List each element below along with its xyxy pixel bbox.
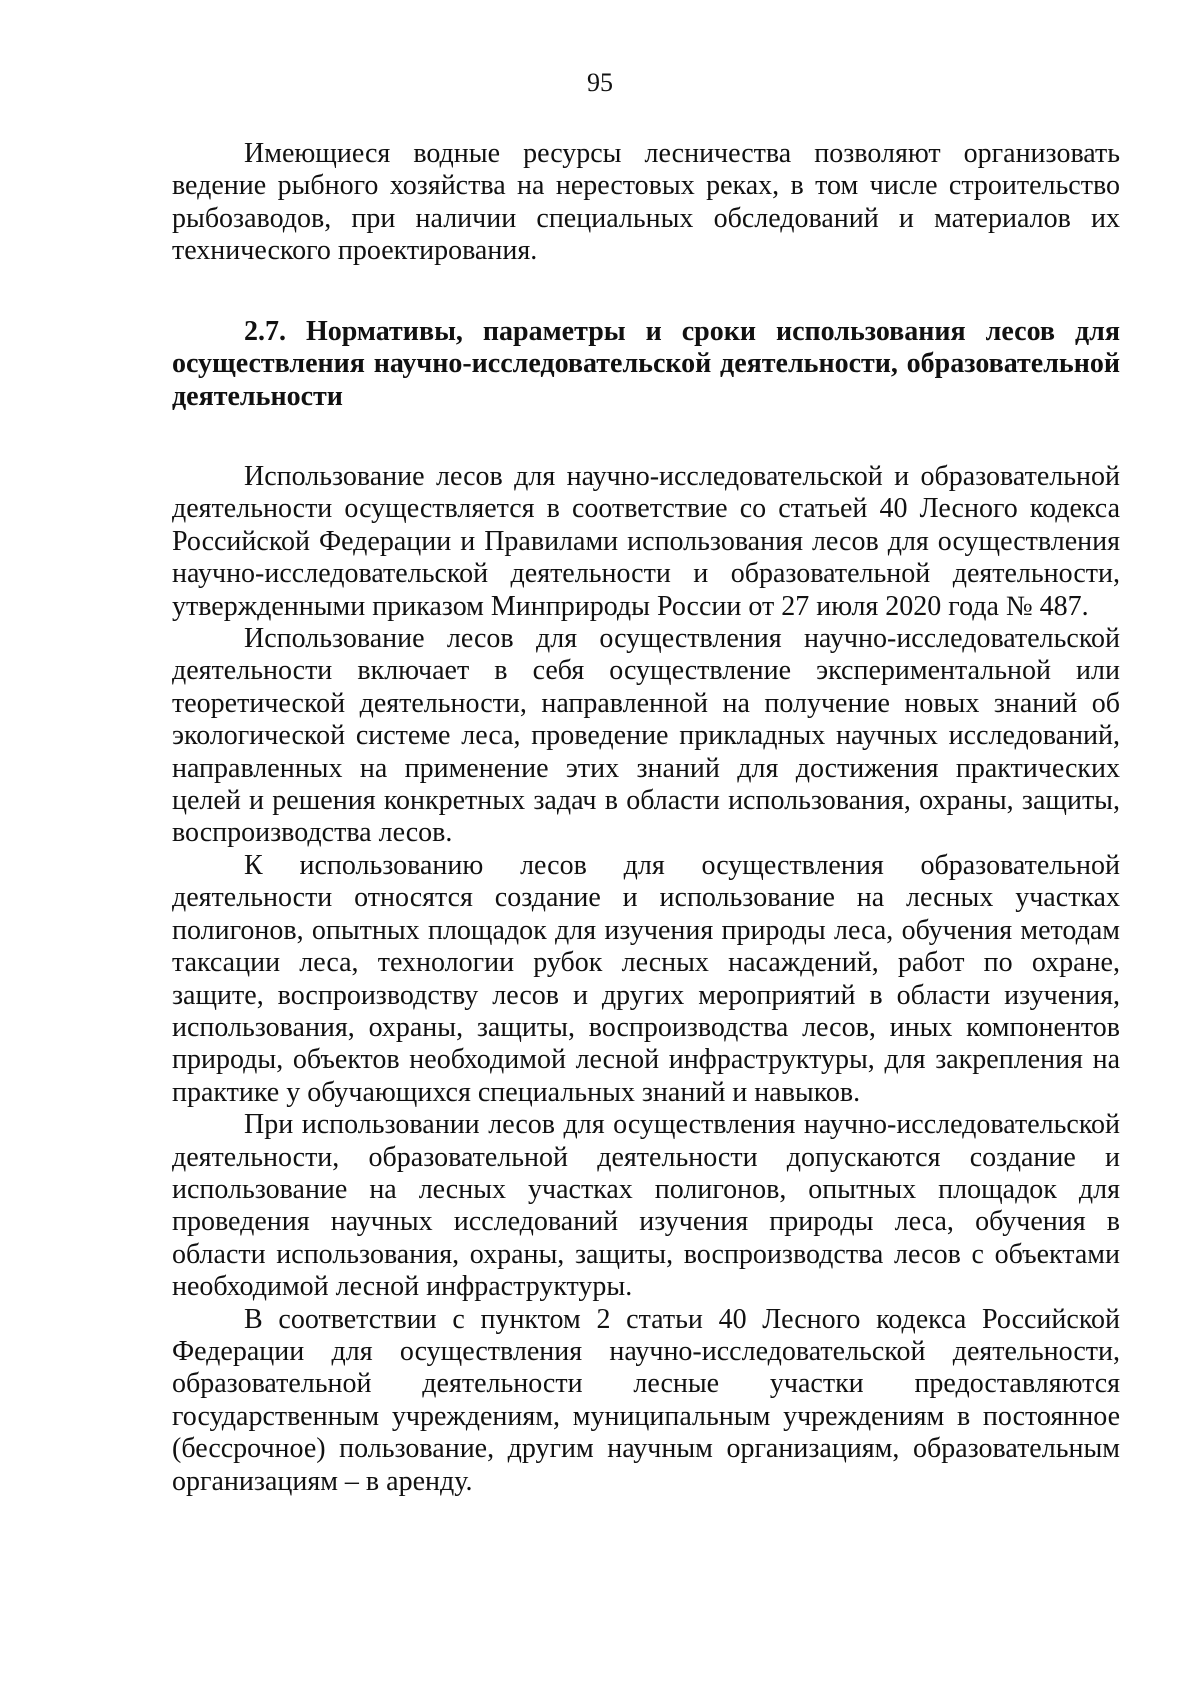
section-body — [172, 461, 1120, 1498]
section-heading-block — [172, 316, 1120, 413]
section-heading: 2.7. Нормативы, параметры и сроки использования лесов для осуществления научно-исследовательской деятельности, образовательной деятельности — [172, 316, 1120, 412]
body-paragraph-3: К использованию лесов для осуществления образовательной деятельности относятся создание и использование на лесных участках полигонов, опытных площадок для изучения природы леса, обучения методам таксации леса, технологии рубок лесных насаждений, работ по охране, защите, воспроизводству лесов и других мероприятий в области изучения, использования, охраны, защиты, воспроизводства лесов, иных компонентов природы, объектов необходимой лесной инфраструктуры, для закрепления на практике у обучающихся специальных знаний и навыков. — [172, 849, 1120, 1108]
intro-block — [172, 138, 1120, 268]
intro-paragraph: Имеющиеся водные ресурсы лесничества позволяют организовать ведение рыбного хозяйства на нерестовых реках, в том числе строительство рыбозаводов, при наличии специальных обследований и материалов их технического проектирования. — [172, 138, 1120, 267]
body-paragraph-4: При использовании лесов для осуществления научно-исследовательской деятельности, образовательной деятельности допускаются создание и использование на лесных участках полигонов, опытных площадок для проведения научных исследований изучения природы леса, обучения в области использования, охраны, защиты, воспроизводства лесов с объектами необходимой лесной инфраструктуры. — [172, 1109, 1120, 1303]
body-paragraph-1: Использование лесов для научно-исследовательской и образовательной деятельности осуществляется в соответствие со статьей 40 Лесного кодекса Российской Федерации и Правилами использования лесов для осуществления научно-исследовательской деятельности и образовательной деятельности, утвержденными приказом Минприроды России от 27 июля 2020 года № 487. — [172, 461, 1120, 622]
body-paragraph-2: Использование лесов для осуществления научно-исследовательской деятельности включает в себя осуществление экспериментальной или теоретической деятельности, направленной на получение новых знаний об экологической системе леса, проведение прикладных научных исследований, направленных на применение этих знаний для достижения практических целей и решения конкретных задач в области использования, охраны, защиты, воспроизводства лесов. — [172, 623, 1120, 849]
body-paragraph-5: В соответствии с пунктом 2 статьи 40 Лесного кодекса Российской Федерации для осуществления научно-исследовательской деятельности, образовательной деятельности лесные участки предоставляются государственным учреждениям, муниципальным учреждениям в постоянное (бессрочное) пользование, другим научным организациям, образовательным организациям – в аренду. — [172, 1303, 1120, 1497]
page-number: 95 — [587, 68, 613, 97]
